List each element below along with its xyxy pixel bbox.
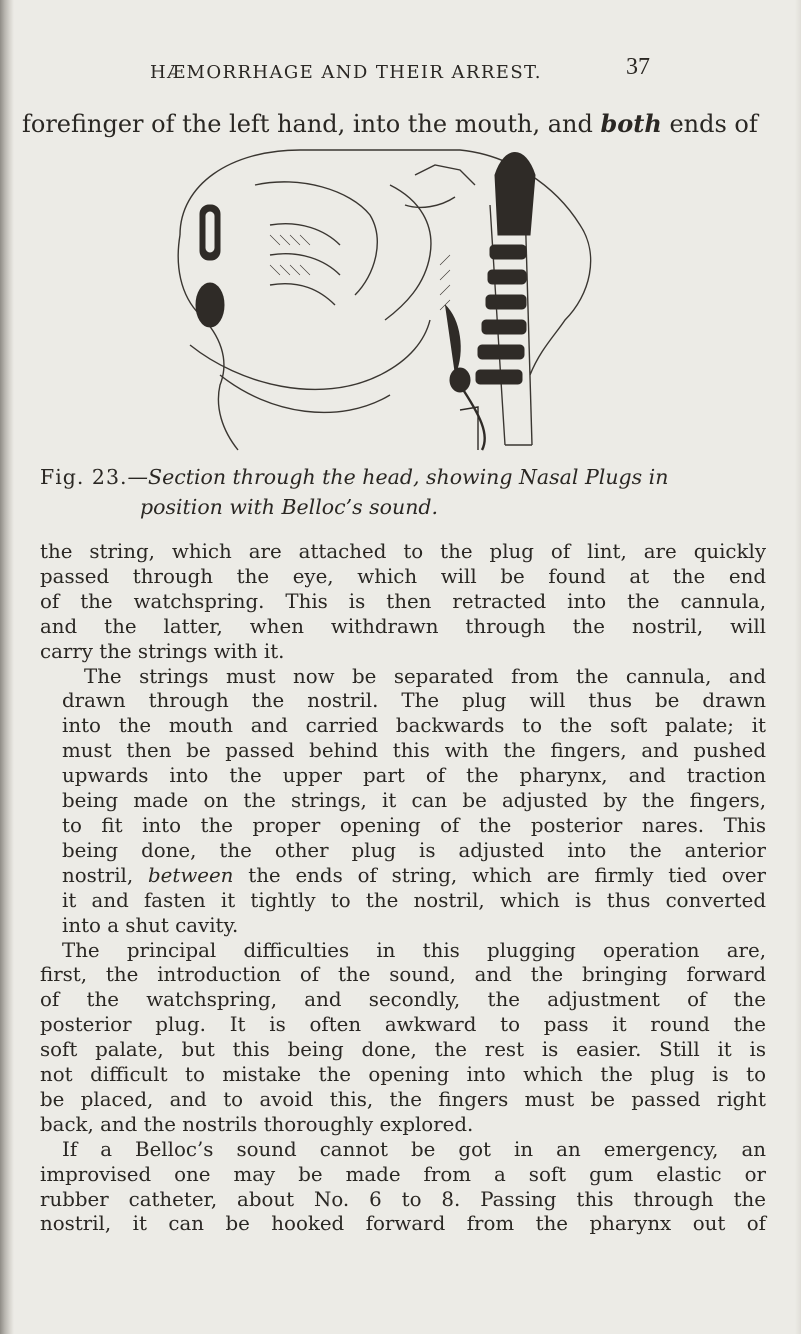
page-right-shadow — [795, 0, 801, 1334]
text-line: the string, which are attached to the plug of lint, are quickly — [40, 540, 766, 563]
opening-line-after: ends of — [661, 110, 758, 138]
text-line: must then be passed behind this with the fingers, and pushed — [62, 739, 766, 763]
text-line: to fit into the proper opening of the posterior nares. This — [62, 813, 766, 837]
running-title: HÆMORRHAGE AND THEIR ARREST. — [150, 62, 542, 83]
page-binding-edge — [0, 0, 14, 1334]
text-line: soft palate, but this being done, the rest is easier. Still it is — [40, 1038, 766, 1062]
text-line: upwards into the upper part of the pharynx, and traction — [62, 764, 766, 788]
text-line: back, and the nostrils thoroughly explored. — [40, 1112, 474, 1136]
figure-label: Fig. 23. — [40, 465, 128, 489]
text-line-with-italic: nostril, between the ends of string, which are firmly tied over — [62, 863, 766, 887]
italic-word: between — [148, 863, 234, 887]
text-line: it and fasten it tightly to the nostril, which is thus converted — [62, 888, 766, 912]
opening-line — [22, 110, 758, 138]
text-line: first, the introduction of the sound, and the bringing forward — [40, 963, 766, 987]
paragraph-4 — [40, 1138, 766, 1238]
head-section-illustration-icon — [160, 145, 660, 455]
text-line: being made on the strings, it can be adjusted by the fingers, — [62, 789, 766, 813]
text-line: be placed, and to avoid this, the fingers must be passed right — [40, 1087, 766, 1111]
text-line: and the latter, when withdrawn through the nostril, will — [40, 614, 766, 638]
text-line: The principal difficulties in this plugging operation are, — [62, 938, 766, 962]
paragraph-1 — [40, 540, 766, 665]
text-line: improvised one may be made from a soft gum elastic or — [40, 1162, 766, 1186]
text-line: carry the strings with it. — [40, 639, 285, 663]
text-line: into a shut cavity. — [62, 913, 239, 937]
page-header — [150, 54, 650, 90]
text-line: into the mouth and carried backwards to the soft palate; it — [62, 714, 766, 738]
figure-caption — [40, 462, 780, 522]
figure-23 — [160, 145, 660, 455]
emphasized-word: both — [600, 109, 662, 138]
body-text — [40, 540, 766, 1237]
text-line: rubber catheter, about No. 6 to 8. Passing this through the — [40, 1187, 766, 1211]
text-line: nostril, it can be hooked forward from the pharynx out of — [40, 1212, 766, 1236]
text-line: The strings must now be separated from the cannula, and — [84, 664, 766, 688]
page-number: 37 — [626, 54, 650, 80]
text-line: posterior plug. It is often awkward to pass it round the — [40, 1013, 766, 1037]
caption-line-1: —Section through the head, showing Nasal Plugs in — [127, 465, 669, 489]
text-line: passed through the eye, which will be found at the end — [40, 564, 766, 588]
text-line: being done, the other plug is adjusted into the anterior — [62, 838, 766, 862]
opening-line-before: forefinger of the left hand, into the mouth, and — [22, 110, 601, 138]
caption-line-2: position with Belloc’s sound. — [140, 495, 439, 519]
text-line: of the watchspring. This is then retracted into the cannula, — [40, 589, 766, 613]
text-line: drawn through the nostril. The plug will thus be drawn — [62, 689, 766, 713]
text-line: of the watchspring, and secondly, the adjustment of the — [40, 988, 766, 1012]
text-line: If a Belloc’s sound cannot be got in an emergency, an — [62, 1137, 766, 1161]
paragraph-2 — [40, 665, 766, 939]
paragraph-3 — [40, 939, 766, 1138]
text-line: not difficult to mistake the opening into which the plug is to — [40, 1063, 766, 1087]
